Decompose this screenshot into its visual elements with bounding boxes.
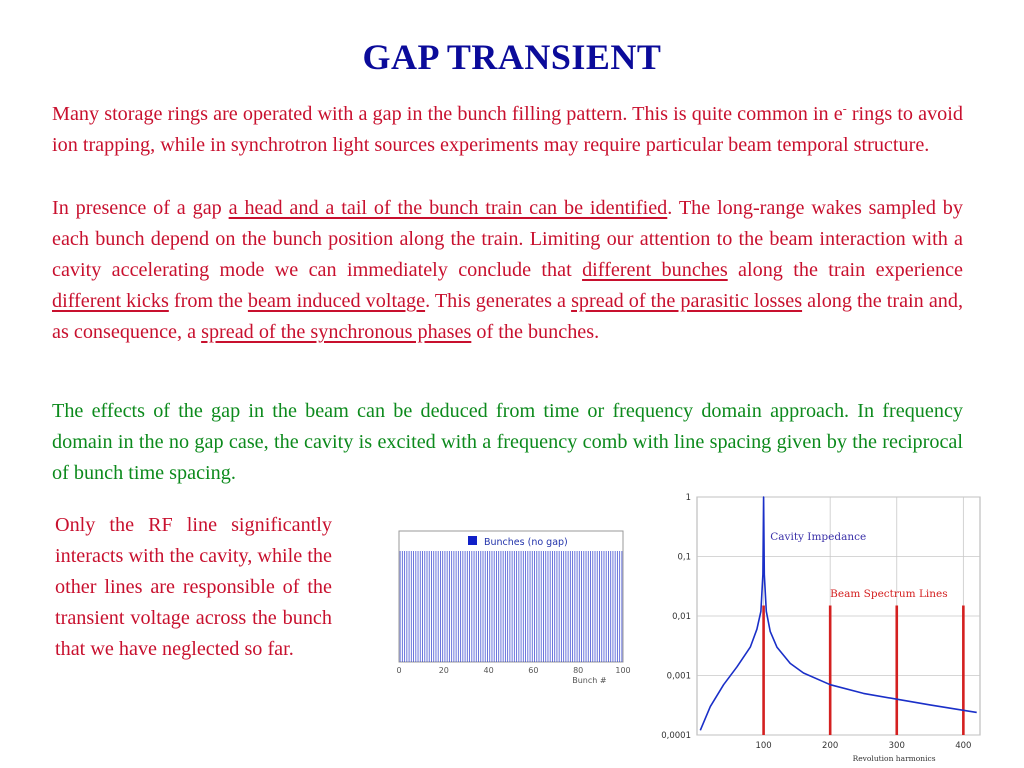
paragraph-frequency-domain: The effects of the gap in the beam can be deduced from time or frequency domain approach. In frequency domain in the no gap case, the cavity is excited with a frequency comb with line spacing given by the reciprocal of bunch time spacing. xyxy=(52,400,963,484)
cavity-impedance-label: Cavity Impedance xyxy=(770,530,867,543)
gap-text-2: . The long-range wakes sampled by each bunch depend on the bunch position along the train. Limiting our attention to the beam interaction with a cavity accelerating mode we can immediately conclude that xyxy=(52,197,963,281)
y-tick-label: 1 xyxy=(685,493,691,503)
y-tick-label: 0,1 xyxy=(677,552,691,563)
paragraph-gap-effects xyxy=(52,193,963,348)
intro-text-a: Many storage rings are operated with a gap in the bunch filling pattern. This is quite common in e xyxy=(52,103,843,125)
paragraph-intro xyxy=(52,99,963,161)
gap-text-7: of the bunches. xyxy=(471,321,600,343)
y-tick-label: 0,01 xyxy=(672,612,691,622)
gap-text-3: along the train experience xyxy=(727,259,964,281)
x-tick-label: 20 xyxy=(438,666,449,675)
gap-emphasis-4: beam induced voltage xyxy=(247,290,426,312)
gap-text-4: from the xyxy=(168,290,248,312)
plot-frame xyxy=(399,531,623,662)
intro-text-b: rings to avoid ion trapping, while in synchrotron light sources experiments may require particular beam temporal structure. xyxy=(52,103,963,156)
gap-text-6: along the train and, as consequence, a xyxy=(52,290,964,343)
x-tick-label: 40 xyxy=(483,666,494,675)
x-tick-label: 200 xyxy=(822,741,839,751)
x-axis-label: Bunch # xyxy=(572,676,607,685)
gap-emphasis-6: spread of the synchronous phases xyxy=(201,321,472,343)
y-tick-label: 0,0001 xyxy=(661,731,691,741)
x-tick-label: 100 xyxy=(755,741,772,751)
x-tick-label: 300 xyxy=(888,741,905,751)
x-axis-label: Revolution harmonics xyxy=(852,754,936,763)
legend-swatch xyxy=(468,536,477,545)
legend-label: Bunches (no gap) xyxy=(484,537,568,548)
x-tick-label: 400 xyxy=(955,741,972,751)
y-tick-label: 0,001 xyxy=(666,671,691,682)
x-tick-label: 60 xyxy=(528,666,539,675)
gap-emphasis-3: different kicks xyxy=(52,290,169,312)
x-tick-label: 80 xyxy=(573,666,584,675)
x-tick-label: 0 xyxy=(396,666,402,675)
page-title: GAP TRANSIENT xyxy=(362,37,662,77)
impedance-spectrum-chart xyxy=(655,489,990,764)
gap-text-5: . This generates a xyxy=(425,290,572,312)
gap-emphasis-5: spread of the parasitic losses xyxy=(571,290,803,312)
beam-spectrum-label: Beam Spectrum Lines xyxy=(830,587,948,600)
x-tick-label: 100 xyxy=(615,666,631,675)
bunch-filling-chart xyxy=(386,525,636,685)
gap-emphasis-1: a head and a tail of the bunch train can be identified xyxy=(228,197,668,219)
gap-text-1: In presence of a gap xyxy=(52,197,229,219)
electron-superscript: - xyxy=(842,101,847,116)
paragraph-rf-line: Only the RF line significantly interacts with the cavity, while the other lines are responsible of the transient voltage across the bunch that we have neglected so far. xyxy=(55,514,332,660)
gap-emphasis-2: different bunches xyxy=(582,259,728,281)
